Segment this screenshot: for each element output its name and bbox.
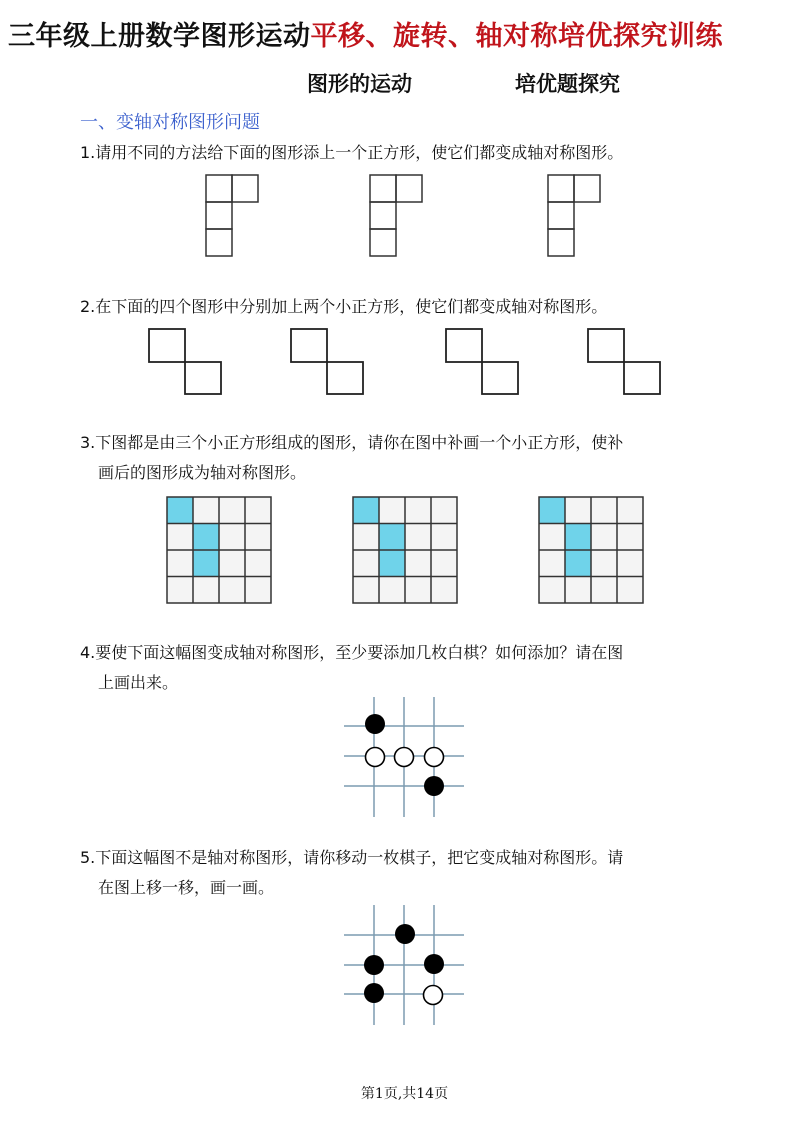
q2-shape-3[interactable] bbox=[446, 329, 518, 394]
q2-shape-1[interactable] bbox=[149, 329, 221, 394]
black-stone bbox=[395, 924, 415, 944]
question-number: 3. bbox=[80, 433, 96, 452]
question-text: 下面这幅图不是轴对称图形，请你移动一枚棋子，把它变成轴对称图形。请 bbox=[95, 848, 624, 867]
question-number: 1. bbox=[80, 143, 96, 162]
question-text-cont: 上画出来。 bbox=[98, 673, 179, 692]
q1-shape-1[interactable] bbox=[206, 175, 258, 256]
q4-go-board[interactable] bbox=[344, 697, 464, 817]
title-black-part: 三年级上册数学图形运动 bbox=[8, 21, 311, 52]
question-number: 2. bbox=[80, 297, 96, 316]
white-stone bbox=[395, 748, 414, 767]
page-footer: 第1页,共14页 bbox=[360, 1086, 449, 1102]
black-stone bbox=[424, 954, 444, 974]
question-text: 下图都是由三个小正方形组成的图形，请你在图中补画一个小正方形，使补 bbox=[95, 433, 624, 452]
q3-figures bbox=[167, 497, 643, 603]
q1-figures bbox=[206, 175, 600, 256]
question-number: 4. bbox=[80, 643, 96, 662]
question-text: 在下面的四个图形中分别加上两个小正方形，使它们都变成轴对称图形。 bbox=[95, 297, 608, 316]
q3-grid-1[interactable] bbox=[167, 497, 271, 603]
q2-shape-4[interactable] bbox=[588, 329, 660, 394]
q2-figures bbox=[149, 329, 660, 394]
question-text: 要使下面这幅图变成轴对称图形，至少要添加几枚白棋？如何添加？请在图 bbox=[95, 643, 624, 662]
q3-grid-3[interactable] bbox=[539, 497, 643, 603]
q2-shape-2[interactable] bbox=[291, 329, 363, 394]
white-stone bbox=[425, 748, 444, 767]
subtitle-left: 图形的运动 bbox=[307, 72, 412, 96]
question-text: 请用不同的方法给下面的图形添上一个正方形，使它们都变成轴对称图形。 bbox=[95, 143, 624, 162]
q5-go-board[interactable] bbox=[344, 905, 464, 1025]
q1-shape-3[interactable] bbox=[548, 175, 600, 256]
black-stone bbox=[364, 955, 384, 975]
black-stone bbox=[424, 776, 444, 796]
q1-shape-2[interactable] bbox=[370, 175, 422, 256]
black-stone bbox=[364, 983, 384, 1003]
question-text-cont: 画后的图形成为轴对称图形。 bbox=[98, 463, 307, 482]
title-red-part: 平移、旋转、轴对称培优探究训练 bbox=[310, 21, 723, 52]
white-stone bbox=[424, 986, 443, 1005]
section-heading: 一、变轴对称图形问题 bbox=[80, 112, 260, 133]
q3-grid-2[interactable] bbox=[353, 497, 457, 603]
question-text-cont: 在图上移一移，画一画。 bbox=[98, 878, 275, 897]
black-stone bbox=[365, 714, 385, 734]
subtitle-right: 培优题探究 bbox=[515, 72, 620, 96]
question-number: 5. bbox=[80, 848, 96, 867]
white-stone bbox=[366, 748, 385, 767]
